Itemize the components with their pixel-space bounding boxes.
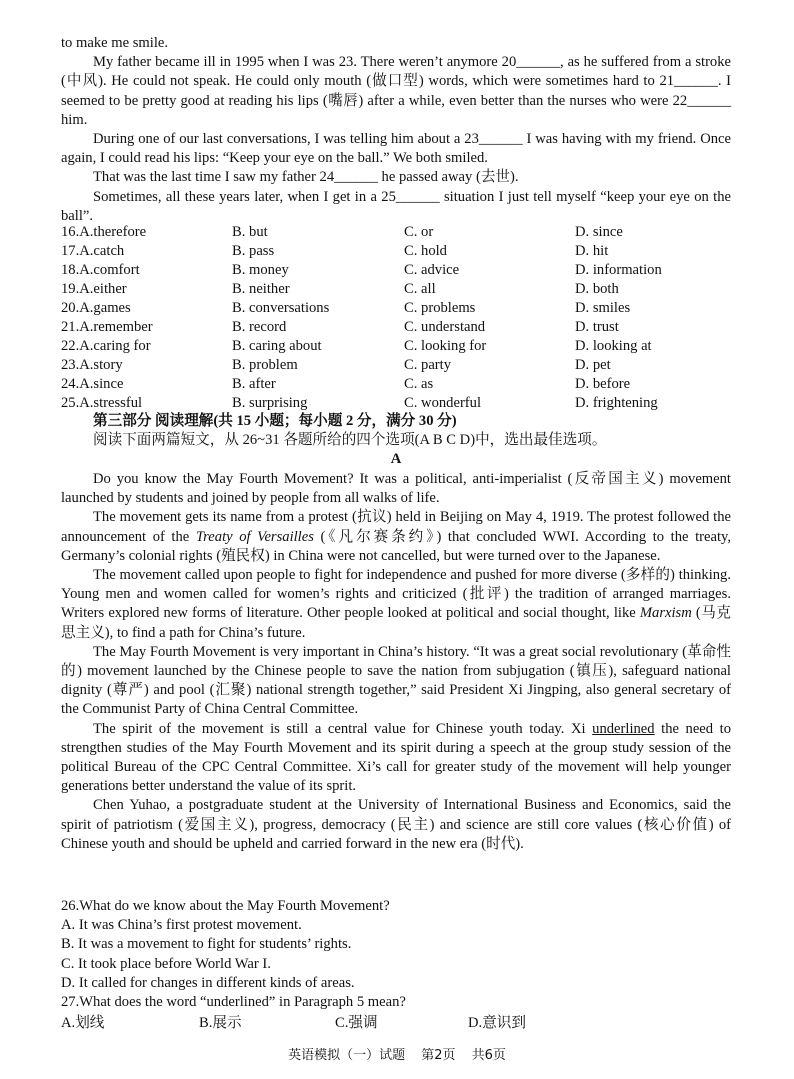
- question-stem: 26.What do we know about the May Fourth Movement?: [61, 898, 390, 914]
- option-d: D. smiles: [575, 300, 631, 316]
- text-run: The movement called upon people to fight for independence and pushed for more diverse (多样的) thinking. Young men and women called for women’s rights and criticized (批评) the tradition of arranged marriages. Writers explored new forms of literature. Other people looked at political and social thought, like: [61, 567, 731, 622]
- option-d: D. hit: [575, 243, 609, 259]
- option-row: [61, 261, 741, 280]
- treaty-title: Treaty of Versailles: [195, 528, 314, 545]
- option-row: [61, 394, 741, 413]
- option-c: C. all: [404, 281, 436, 297]
- passage-paragraph: [61, 566, 731, 643]
- choice-a: A.划线: [61, 1015, 105, 1032]
- cloze-paragraph: During one of our last conversations, I was telling him about a 23______ I was having with my friend. Once again, I could read his lips: “Keep your eye on the ball.” We both smiled.: [61, 131, 731, 167]
- option-b: B. problem: [232, 357, 298, 373]
- text-run: (马克思主义), to find a path for China’s future.: [61, 605, 731, 641]
- option-a: 25.A.stressful: [61, 395, 143, 411]
- option-b: B. record: [232, 319, 287, 335]
- underlined-word: underlined: [592, 720, 655, 737]
- option-a: 24.A.since: [61, 376, 124, 392]
- section-title: 第三部分 阅读理解(共 15 小题；每小题 2 分，满分 30 分): [93, 413, 457, 429]
- option-b: B. neither: [232, 281, 290, 297]
- question-stem: 27.What does the word “underlined” in Paragraph 5 mean?: [61, 994, 406, 1010]
- option-c: C. understand: [404, 319, 486, 335]
- option-a: 20.A.games: [61, 300, 131, 316]
- choice-b: B. It was a movement to fight for students’ rights.: [61, 936, 352, 953]
- option-b: B. surprising: [232, 395, 308, 411]
- question-27: [61, 993, 731, 1033]
- option-a: 21.A.remember: [61, 319, 153, 335]
- cloze-paragraph: That was the last time I saw my father 24______ he passed away (去世).: [93, 169, 519, 186]
- option-d: D. looking at: [575, 338, 652, 354]
- option-row: [61, 280, 741, 299]
- passage-label: A: [390, 451, 402, 468]
- option-c: C. problems: [404, 300, 476, 316]
- choice-c: C.强调: [335, 1015, 378, 1032]
- option-a: 17.A.catch: [61, 243, 125, 259]
- option-c: C. party: [404, 357, 452, 373]
- choice-c: C. It took place before World War I.: [61, 955, 271, 972]
- option-row: [61, 223, 741, 242]
- option-row: [61, 242, 741, 261]
- option-row: [61, 299, 741, 318]
- question-26: [61, 897, 731, 993]
- text-run: The spirit of the movement is still a central value for Chinese youth today. Xi: [93, 720, 593, 737]
- text-run: The movement gets its name from a protest (抗议) held in Beijing on May 4, 1919. The protest followed the announcement of the: [61, 509, 731, 545]
- text-run: the need to strengthen studies of the May Fourth Movement and its spirit during a speech at the group study session of the political Bureau of the CPC Central Committee. Xi’s call for greater study of the movement will help younger generations better understand the value of its sprit.: [61, 720, 731, 795]
- option-c: C. advice: [404, 262, 460, 278]
- option-a: 16.A.therefore: [61, 224, 147, 240]
- passage-paragraph: [61, 720, 731, 797]
- footer-title: 英语模拟（一）试题: [288, 1048, 406, 1063]
- option-row: [61, 375, 741, 394]
- choice-b: B.展示: [199, 1015, 242, 1032]
- text-run: (《凡尔赛条约》) that concluded WWI. According to the treaty, Germany’s colonial rights (殖民权) in China were not cancelled, but were turned over to the Japanese.: [61, 528, 731, 564]
- option-d: D. frightening: [575, 395, 658, 411]
- section-three: [61, 412, 731, 470]
- option-a: 18.A.comfort: [61, 262, 140, 278]
- option-b: B. after: [232, 376, 276, 392]
- option-d: D. before: [575, 376, 631, 392]
- choice-d: D.意识到: [468, 1015, 526, 1032]
- option-d: D. pet: [575, 357, 611, 373]
- option-row: [61, 318, 741, 337]
- option-b: B. conversations: [232, 300, 330, 316]
- passage-paragraph: The May Fourth Movement is very important in China’s history. “It was a great social revolutionary (革命性的) movement launched by the Chinese people to save the nation from subjugation (镇压), safeguard national dignity (尊严) and pool (汇聚) national strength together,” said President Xi Jingping, also general secretary of the Communist Party of China Central Committee.: [61, 643, 731, 718]
- choice-a: A. It was China’s first protest movement.: [61, 917, 302, 934]
- cloze-paragraph: Sometimes, all these years later, when I get in a 25______ situation I just tell myself “keep your eye on the ball”.: [61, 188, 731, 224]
- option-c: C. or: [404, 224, 434, 240]
- page-footer: [0, 1044, 794, 1063]
- passage-paragraph: Do you know the May Fourth Movement? It was a political, anti-imperialist (反帝国主义) movement launched by students and joined by people from all walks of life.: [61, 471, 731, 507]
- option-b: B. but: [232, 224, 268, 240]
- option-d: D. information: [575, 262, 662, 278]
- option-b: B. pass: [232, 243, 275, 259]
- option-d: D. both: [575, 281, 619, 297]
- passage-paragraph: Chen Yuhao, a postgraduate student at the University of International Business and Economics, said the spirit of patriotism (爱国主义), progress, democracy (民主) and science are still core values (核心价值) of Chinese youth and should be upheld and carried forward in the new era (时代).: [61, 797, 731, 852]
- reading-passage: [61, 470, 731, 854]
- passage-paragraph: [61, 508, 731, 566]
- option-c: C. wonderful: [404, 395, 482, 411]
- choice-d: D. It called for changes in different kinds of areas.: [61, 974, 355, 991]
- section-instruction: 阅读下面两篇短文，从 26~31 各题所给的四个选项(A B C D)中，选出最佳选项。: [93, 432, 607, 449]
- option-a: 19.A.either: [61, 281, 127, 297]
- option-c: C. hold: [404, 243, 447, 259]
- option-d: D. trust: [575, 319, 619, 335]
- cloze-paragraph: My father became ill in 1995 when I was 23. There weren’t anymore 20______, as he suffered from a stroke (中风). He could not speak. He could only mouth (做口型) words, which were sometimes hard to 21______. I seemed to be pretty good at reading his lips (嘴唇) after a while, even better than the nurses who were 22______ him.: [61, 54, 731, 128]
- marxism-term: Marxism: [639, 605, 692, 622]
- footer-page: 第2页: [421, 1048, 456, 1063]
- option-row: [61, 356, 741, 375]
- option-c: C. as: [404, 376, 434, 392]
- option-row: [61, 337, 741, 356]
- option-c: C. looking for: [404, 338, 487, 354]
- cloze-paragraph: to make me smile.: [61, 35, 168, 51]
- choice-row: [61, 1014, 731, 1033]
- option-b: B. money: [232, 262, 289, 278]
- option-b: B. caring about: [232, 338, 322, 354]
- footer-total: 共6页: [471, 1048, 506, 1063]
- cloze-options-table: [61, 223, 741, 413]
- option-d: D. since: [575, 224, 623, 240]
- option-a: 22.A.caring for: [61, 338, 151, 354]
- cloze-passage: [61, 34, 731, 226]
- option-a: 23.A.story: [61, 357, 123, 373]
